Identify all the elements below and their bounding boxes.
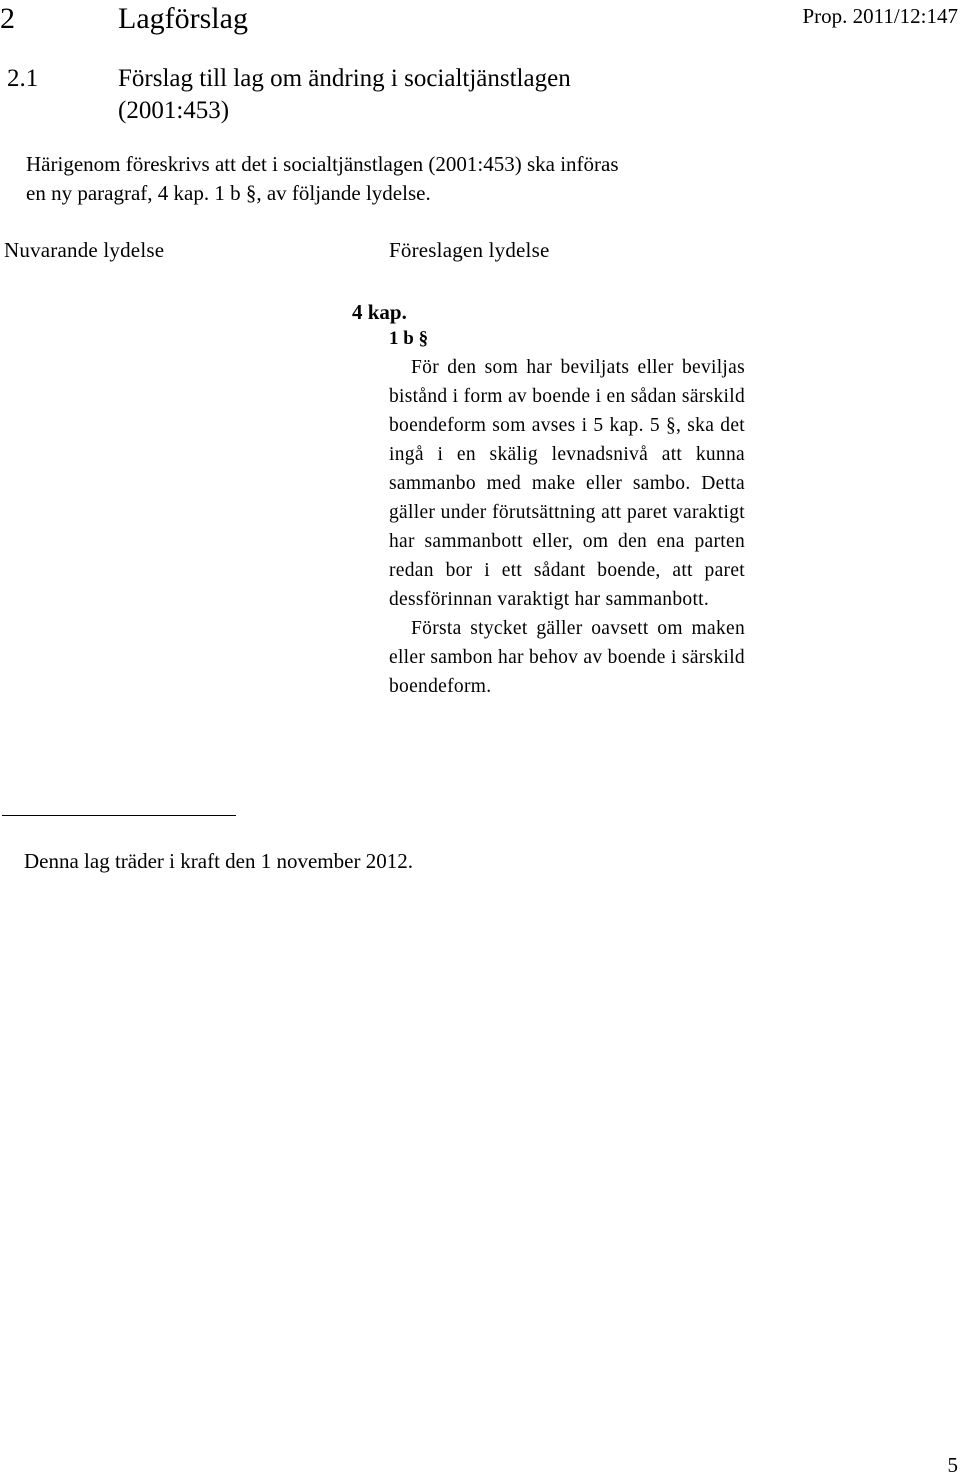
effective-date-statement: Denna lag träder i kraft den 1 november 2012. xyxy=(24,849,413,873)
intro-line-2: en ny paragraf, 4 kap. 1 b §, av följande lydelse. xyxy=(26,181,431,205)
section-title: Förslag till lag om ändring i socialtjänstlagen (2001:453) xyxy=(118,65,571,124)
footnote-divider xyxy=(2,815,236,816)
section-number: 2.1 xyxy=(7,65,39,92)
proposition-reference: Prop. 2011/12:147 xyxy=(802,4,958,28)
proposed-wording-heading: Föreslagen lydelse xyxy=(389,238,550,262)
law-chapter-label: 4 kap. xyxy=(352,300,407,324)
intro-line-1: Härigenom föreskrivs att det i socialtjänstlagen (2001:453) ska införas xyxy=(26,152,619,176)
current-wording-heading: Nuvarande lydelse xyxy=(4,238,165,262)
page-number: 5 xyxy=(947,1453,958,1477)
intro-paragraph xyxy=(26,150,766,208)
chapter-number: 2 xyxy=(0,2,15,35)
law-paragraph-second: Första stycket gäller oavsett om maken eller sambon har behov av boende i särskild boendeform. xyxy=(389,618,745,697)
proposed-law-text xyxy=(389,353,745,701)
law-paragraph-first: För den som har beviljats eller beviljas bistånd i form av boende i en sådan särskild boendeform som avses i 5 kap. 5 §, ska det ingå i en skälig levnadsnivå att kunna sammanbo med make eller sambo. Detta gäller under förutsättning att paret varaktigt har sammanbott eller, om den ena parten redan bor i ett sådant boende, att paret dessförinnan varaktigt har sammanbott. xyxy=(389,357,745,610)
chapter-title: Lagförslag xyxy=(118,2,248,35)
law-paragraph-label: 1 b § xyxy=(389,328,429,349)
